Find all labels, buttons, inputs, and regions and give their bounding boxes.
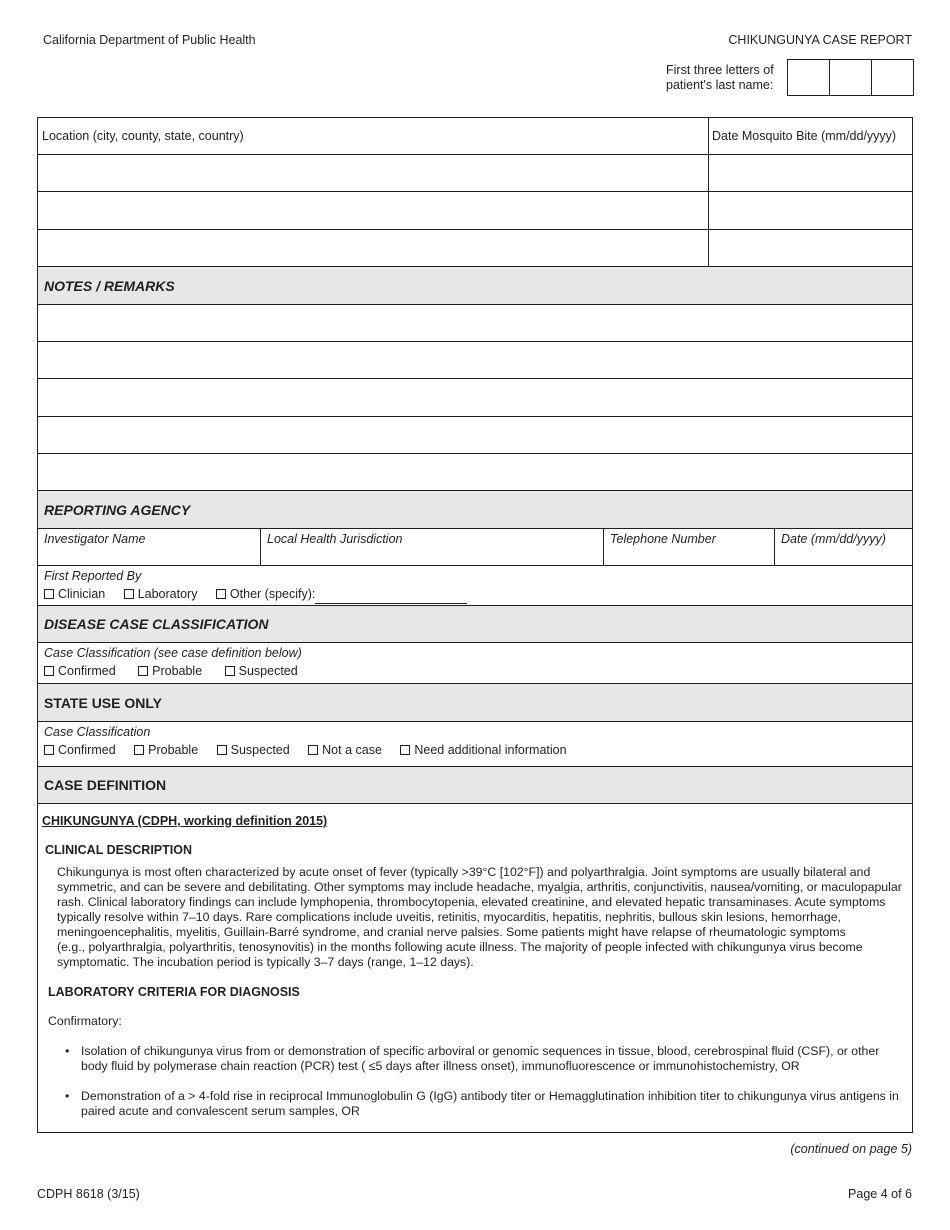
mosquito-bite-date-column-header: Date Mosquito Bite (mm/dd/yyyy) — [712, 129, 897, 143]
checkbox-box — [138, 666, 148, 676]
location-input[interactable] — [38, 230, 709, 266]
notes-line-input[interactable] — [38, 305, 912, 342]
form-number: CDPH 8618 (3/15) — [37, 1187, 140, 1201]
checkbox-box — [44, 745, 54, 755]
other-specify-input[interactable] — [315, 592, 467, 604]
letters-label-line2: patient's last name: — [666, 78, 774, 92]
letter-box-1[interactable] — [788, 60, 830, 95]
clinical-line: typically resolve within 7–10 days. Rare complications include uveitis, retinitis, myocarditis, hepatitis, nephritis, bullous skin lesions, hemorrhage, — [57, 910, 841, 924]
reporting-agency-heading: REPORTING AGENCY — [38, 491, 912, 529]
other-checkbox[interactable]: Other (specify): — [216, 587, 315, 601]
telephone-number-field[interactable] — [604, 529, 775, 565]
exposure-row — [38, 230, 912, 267]
bullet-line: body fluid by polymerase chain reaction (PCR) test ( ≤5 days after illness onset), immunofluorescence or immunohistochemistry, OR — [81, 1059, 800, 1073]
clinical-line: meningoencephalitis, myelitis, Guillain-Barré syndrome, and cranial nerve palsies. Some patients might have relapse of rheumatologic symptoms — [57, 925, 846, 939]
classification-label: Case Classification (see case definition below) — [44, 646, 302, 660]
jurisdiction-label: Local Health Jurisdiction — [267, 532, 403, 546]
letter-box-3[interactable] — [872, 60, 913, 95]
clinical-line: rash. Clinical laboratory findings can include lymphopenia, thrombocytopenia, elevated creatinine, and elevated hepatic transaminases. Acute symptoms — [57, 895, 886, 909]
probable-checkbox[interactable]: Probable — [138, 664, 202, 678]
investigator-name-label: Investigator Name — [44, 532, 146, 546]
bullet-line: paired acute and convalescent serum samples, OR — [81, 1104, 360, 1118]
state-confirmed-checkbox[interactable]: Confirmed — [44, 743, 116, 757]
state-probable-checkbox[interactable]: Probable — [134, 743, 198, 757]
letter-box-2[interactable] — [830, 60, 872, 95]
checkbox-box — [44, 589, 54, 599]
notes-line-input[interactable] — [38, 417, 912, 454]
first-reported-label: First Reported By — [44, 569, 142, 583]
notes-section-heading: NOTES / REMARKS — [38, 267, 912, 305]
state-use-only-heading: STATE USE ONLY — [38, 684, 912, 722]
state-suspected-checkbox[interactable]: Suspected — [217, 743, 290, 757]
clinical-line: Chikungunya is most often characterized by acute onset of fever (typically >39°C [102°F]) and polyarthralgia. Joint symptoms are usually bilateral and — [57, 865, 871, 879]
last-name-letter-boxes — [787, 59, 914, 96]
investigator-name-field[interactable] — [38, 529, 261, 565]
laboratory-checkbox[interactable]: Laboratory — [124, 587, 198, 601]
clinical-description-text — [57, 865, 913, 970]
bite-date-input[interactable] — [709, 192, 912, 229]
case-definition-title: CHIKUNGUNYA (CDPH, working definition 2015) — [42, 814, 328, 828]
state-classification-options — [38, 722, 912, 767]
telephone-label: Telephone Number — [610, 532, 716, 546]
agency-name: California Department of Public Health — [43, 33, 256, 47]
bullet-line: Isolation of chikungunya virus from or demonstration of specific arboviral or genomic sequences in tissue, blood, cerebrospinal fluid (CSF), or other — [81, 1044, 880, 1058]
checkbox-box — [134, 745, 144, 755]
confirmed-checkbox[interactable]: Confirmed — [44, 664, 116, 678]
clinical-line: (e.g., polyarthralgia, polyarthritis, tenosynovitis) in the months following acute illness. The majority of people infected with chikungunya virus become — [57, 940, 863, 954]
report-date-field[interactable] — [775, 529, 912, 565]
disease-classification-heading: DISEASE CASE CLASSIFICATION — [38, 606, 912, 643]
local-health-jurisdiction-field[interactable] — [261, 529, 604, 565]
last-name-letters-label — [666, 63, 774, 93]
report-title: CHIKUNGUNYA CASE REPORT — [728, 33, 912, 47]
location-input[interactable] — [38, 155, 709, 191]
clinician-checkbox[interactable]: Clinician — [44, 587, 105, 601]
report-date-label: Date (mm/dd/yyyy) — [781, 532, 886, 546]
not-a-case-checkbox[interactable]: Not a case — [308, 743, 382, 757]
page-number: Page 4 of 6 — [848, 1187, 912, 1201]
checkbox-box — [225, 666, 235, 676]
bullet-line: Demonstration of a > 4-fold rise in reciprocal Immunoglobulin G (IgG) antibody titer or Hemagglutination inhibition titer to chikungunya virus antigens in — [81, 1089, 899, 1103]
case-definition-body — [38, 804, 912, 1133]
exposure-row — [38, 192, 912, 230]
checkbox-box — [308, 745, 318, 755]
checkbox-box — [217, 745, 227, 755]
notes-line-input[interactable] — [38, 379, 912, 417]
first-reported-by — [38, 566, 912, 606]
location-input[interactable] — [38, 192, 709, 229]
checkbox-box — [124, 589, 134, 599]
clinical-description-heading: CLINICAL DESCRIPTION — [45, 843, 192, 857]
laboratory-criteria-heading: LABORATORY CRITERIA FOR DIAGNOSIS — [48, 985, 300, 999]
need-info-checkbox[interactable]: Need additional information — [400, 743, 566, 757]
exposure-table-header — [38, 118, 912, 155]
lab-criteria-bullet — [65, 1089, 899, 1119]
notes-line-input[interactable] — [38, 342, 912, 379]
checkbox-box — [216, 589, 226, 599]
case-definition-heading: CASE DEFINITION — [38, 767, 912, 804]
suspected-checkbox[interactable]: Suspected — [225, 664, 298, 678]
bullet-dot: • — [65, 1044, 70, 1058]
reporting-agency-fields — [38, 529, 912, 566]
bite-date-input[interactable] — [709, 230, 912, 266]
notes-line-input[interactable] — [38, 454, 912, 491]
lab-criteria-bullet — [65, 1044, 879, 1074]
case-report-form — [37, 117, 913, 1133]
clinical-line: symmetric, and can be severe and debilitating. Other symptoms may include headache, myalgia, arthritis, conjunctivitis, nausea/vomiting, or maculopapular — [57, 880, 902, 894]
confirmatory-label: Confirmatory: — [48, 1014, 122, 1028]
checkbox-box — [400, 745, 410, 755]
exposure-row — [38, 155, 912, 192]
continued-note: (continued on page 5) — [790, 1142, 912, 1156]
location-column-header: Location (city, county, state, country) — [38, 118, 709, 154]
state-classification-label: Case Classification — [44, 725, 151, 739]
disease-classification-options — [38, 643, 912, 684]
letters-label-line1: First three letters of — [666, 63, 774, 77]
clinical-line: symptomatic. The incubation period is typically 3–7 days (range, 1–12 days). — [57, 955, 474, 969]
checkbox-box — [44, 666, 54, 676]
bite-date-input[interactable] — [709, 155, 912, 191]
bullet-dot: • — [65, 1089, 70, 1103]
